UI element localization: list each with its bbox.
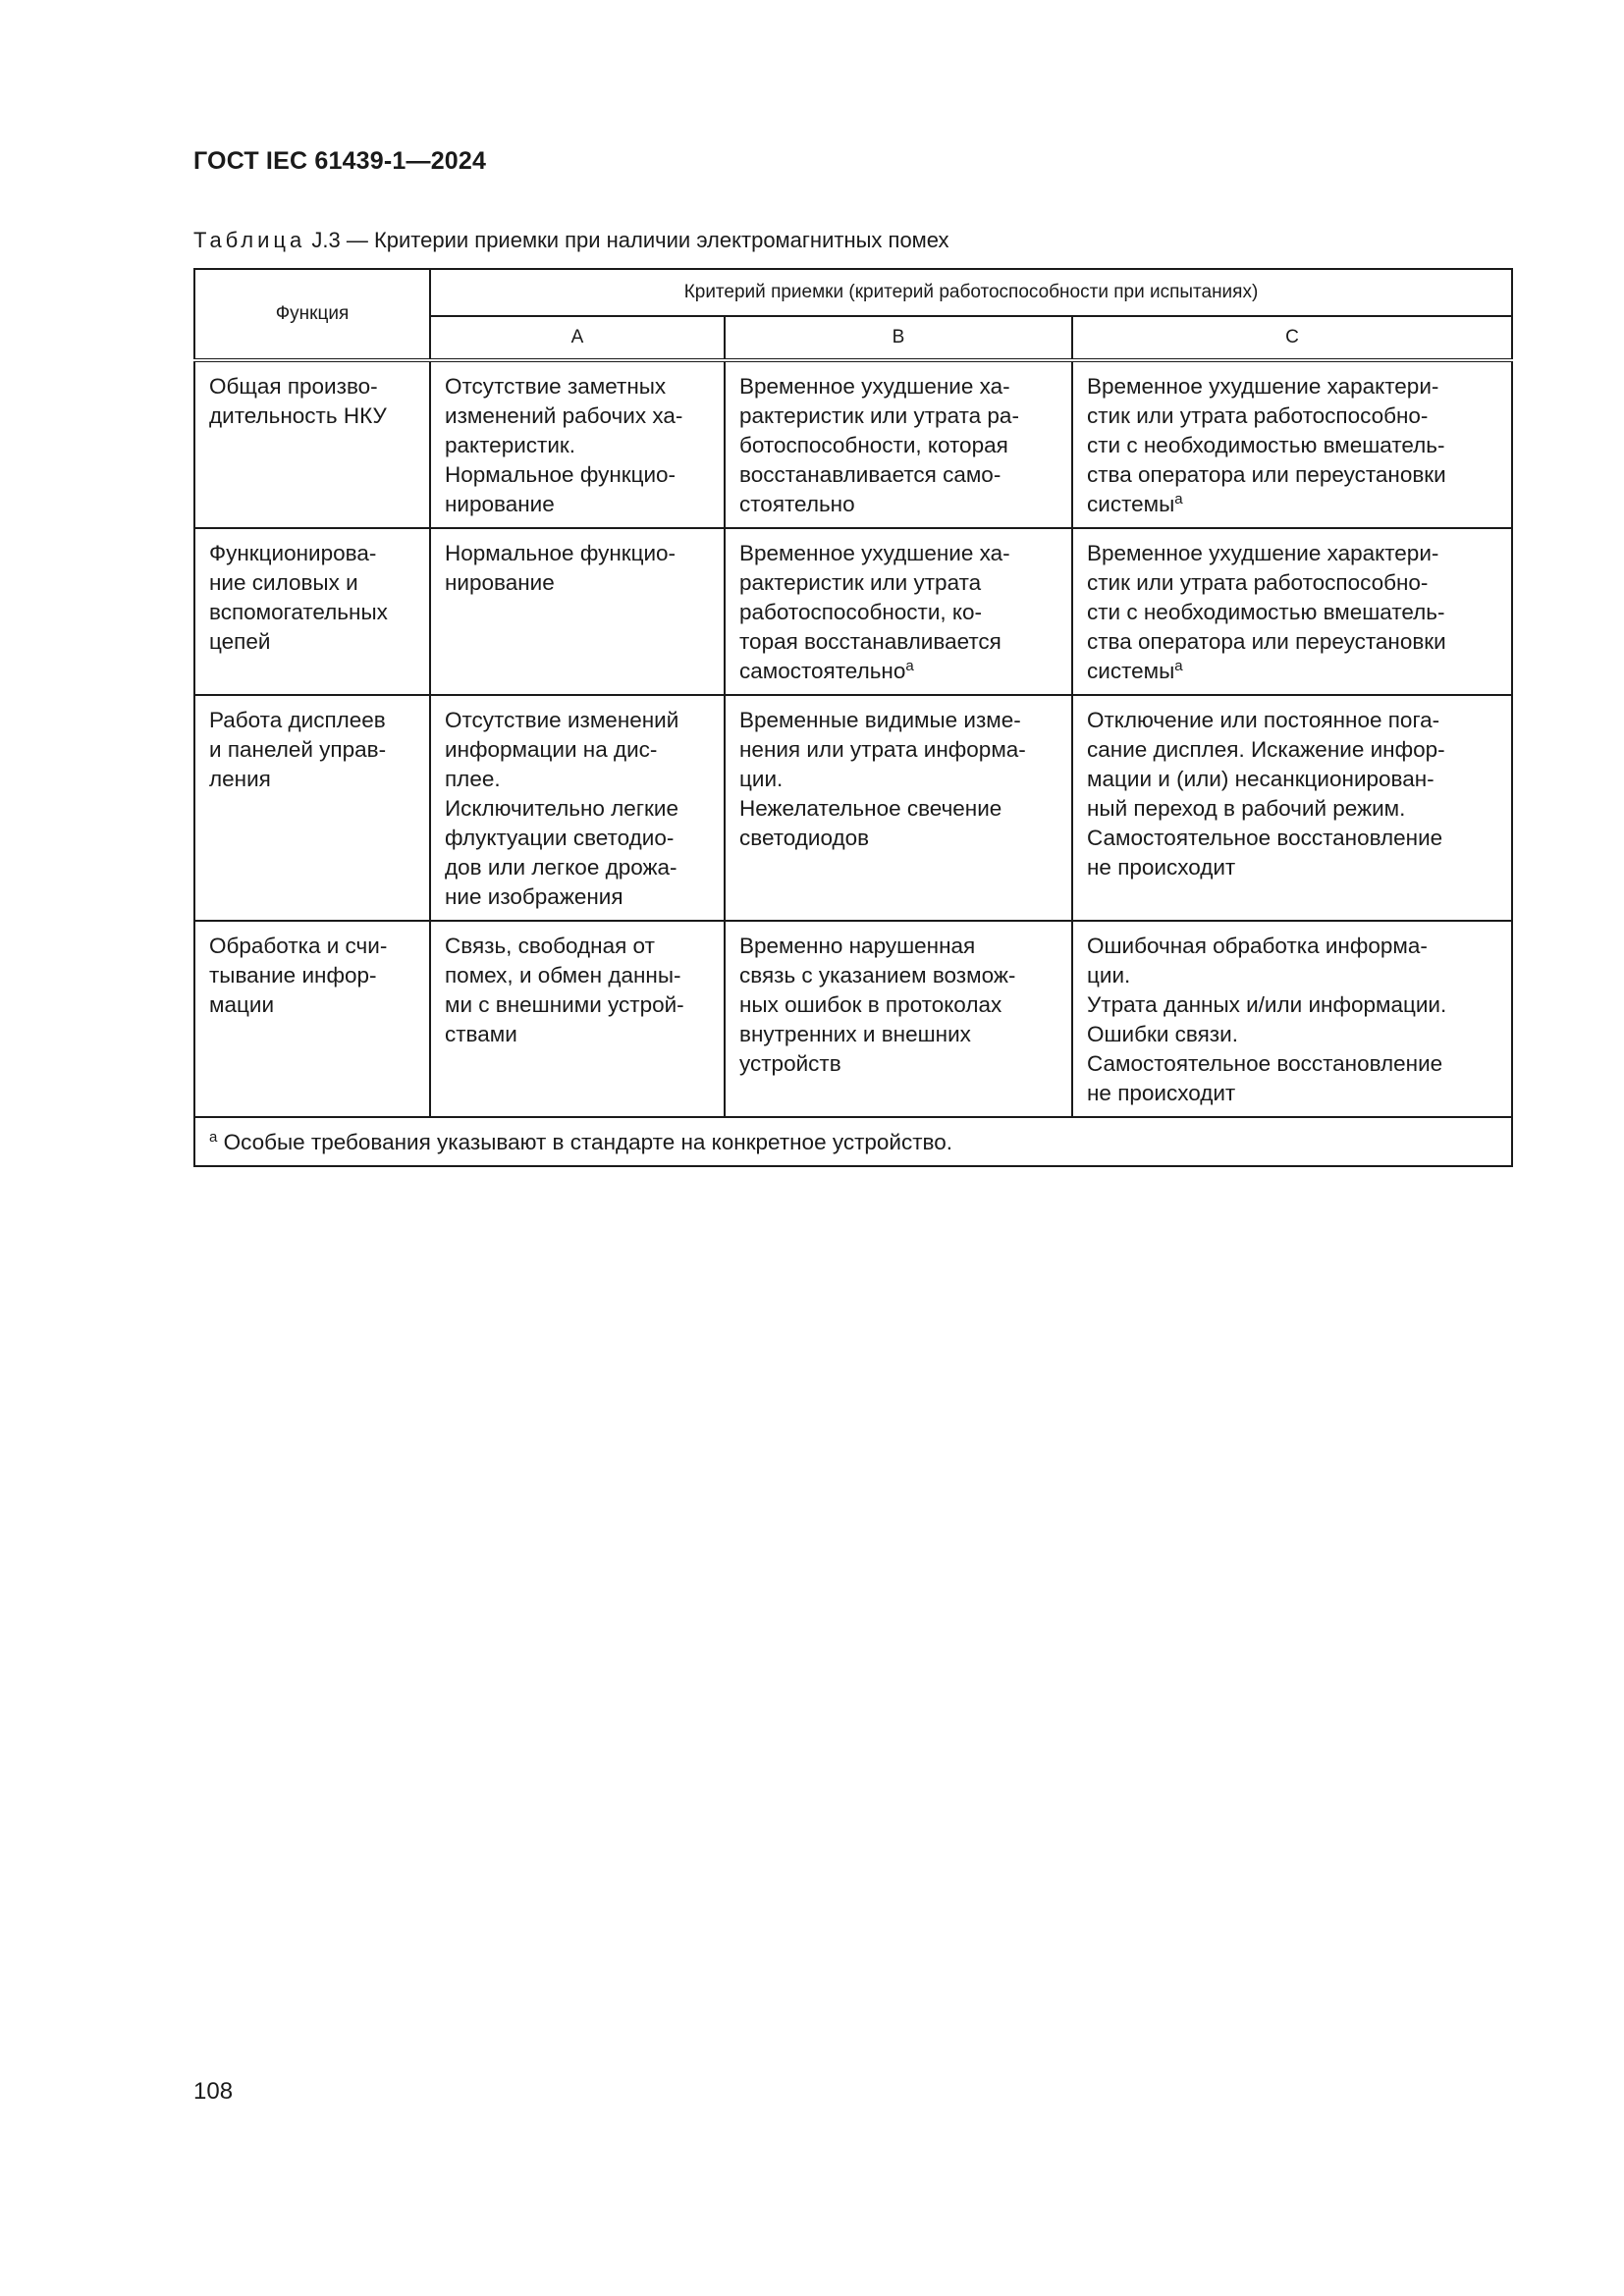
criterion-c-cell bbox=[1072, 921, 1512, 1117]
cell-line: дов или легкое дрожа- bbox=[445, 855, 677, 880]
cell-line: стик или утрата работоспособно- bbox=[1087, 403, 1429, 428]
cell-line: Отсутствие изменений bbox=[445, 708, 679, 732]
cell-line: мации bbox=[209, 992, 275, 1017]
function-cell bbox=[194, 528, 430, 695]
cell-line: плее. bbox=[445, 767, 501, 791]
cell-line: рактеристик или утрата ра- bbox=[739, 403, 1019, 428]
cell-line: ления bbox=[209, 767, 271, 791]
cell-line: Временное ухудшение ха- bbox=[739, 541, 1010, 565]
cell-line: ботоспособности, которая bbox=[739, 433, 1008, 457]
column-c-header: C bbox=[1072, 316, 1512, 360]
cell-line: Временное ухудшение характери- bbox=[1087, 541, 1439, 565]
criterion-a-cell bbox=[430, 921, 725, 1117]
cell-line: Нормальное функцио- bbox=[445, 541, 677, 565]
cell-line bbox=[1087, 490, 1497, 519]
function-cell bbox=[194, 360, 430, 528]
cell-line: Утрата данных и/или информации. bbox=[1087, 992, 1447, 1017]
cell-line: устройств bbox=[739, 1051, 841, 1076]
criterion-c-cell bbox=[1072, 695, 1512, 921]
footnote-reference: a bbox=[1174, 658, 1183, 674]
function-cell bbox=[194, 695, 430, 921]
cell-line: работоспособности, ко- bbox=[739, 600, 983, 624]
cell-line: Общая произво- bbox=[209, 374, 378, 399]
cell-line: цепей bbox=[209, 629, 271, 654]
cell-line bbox=[739, 657, 1057, 686]
cell-line: сание дисплея. Искажение инфор- bbox=[1087, 737, 1445, 762]
cell-line: светодиодов bbox=[739, 826, 870, 850]
cell-line: нирование bbox=[445, 492, 555, 516]
criterion-a-cell bbox=[430, 528, 725, 695]
criterion-c-cell bbox=[1072, 528, 1512, 695]
cell-line: Нормальное функцио- bbox=[445, 462, 677, 487]
cell-line: флуктуации светодио- bbox=[445, 826, 675, 850]
cell-line: ции. bbox=[739, 767, 784, 791]
cell-line-text: системы bbox=[1087, 659, 1175, 683]
document-header: ГОСТ IEC 61439-1—2024 bbox=[193, 147, 487, 175]
cell-line: Ошибки связи. bbox=[1087, 1022, 1238, 1046]
cell-line: вспомогательных bbox=[209, 600, 388, 624]
cell-line: Временные видимые изме- bbox=[739, 708, 1021, 732]
cell-line: Самостоятельное восстановление bbox=[1087, 826, 1443, 850]
cell-line: связь с указанием возмож- bbox=[739, 963, 1016, 988]
cell-line: Исключительно легкие bbox=[445, 796, 678, 821]
table-caption bbox=[193, 228, 949, 253]
cell-line: ства оператора или переустановки bbox=[1087, 462, 1446, 487]
cell-line: тывание инфор- bbox=[209, 963, 377, 988]
cell-line: сти с необходимостью вмешатель- bbox=[1087, 433, 1445, 457]
cell-line: и панелей управ- bbox=[209, 737, 387, 762]
column-a-header: A bbox=[430, 316, 725, 360]
cell-line-text: системы bbox=[1087, 492, 1175, 516]
cell-line: Отсутствие заметных bbox=[445, 374, 667, 399]
criterion-header: Критерий приемки (критерий работоспособности при испытаниях) bbox=[430, 269, 1512, 316]
footnote-mark: a bbox=[209, 1129, 218, 1146]
table-row bbox=[194, 528, 1512, 695]
cell-line: стик или утрата работоспособно- bbox=[1087, 570, 1429, 595]
table-caption-prefix: Таблица bbox=[193, 228, 306, 252]
cell-line: ства оператора или переустановки bbox=[1087, 629, 1446, 654]
footnote-text: Особые требования указывают в стандарте на конкретное устройство. bbox=[217, 1130, 952, 1154]
cell-line: не происходит bbox=[1087, 855, 1236, 880]
cell-line: Временное ухудшение ха- bbox=[739, 374, 1010, 399]
criterion-b-cell bbox=[725, 528, 1072, 695]
footnote-reference: a bbox=[1174, 491, 1183, 507]
function-header: Функция bbox=[194, 269, 430, 360]
cell-line: стоятельно bbox=[739, 492, 855, 516]
criterion-b-cell bbox=[725, 695, 1072, 921]
criterion-c-cell bbox=[1072, 360, 1512, 528]
cell-line: Работа дисплеев bbox=[209, 708, 386, 732]
cell-line: внутренних и внешних bbox=[739, 1022, 971, 1046]
cell-line: Отключение или постоянное пога- bbox=[1087, 708, 1440, 732]
column-b-header: B bbox=[725, 316, 1072, 360]
cell-line: дительность НКУ bbox=[209, 403, 387, 428]
table-row bbox=[194, 695, 1512, 921]
table-caption-text: J.3 — Критерии приемки при наличии электромагнитных помех bbox=[305, 228, 949, 252]
cell-line: Ошибочная обработка информа- bbox=[1087, 934, 1428, 958]
cell-line: Временное ухудшение характери- bbox=[1087, 374, 1439, 399]
cell-line: ние изображения bbox=[445, 884, 623, 909]
table-body bbox=[194, 360, 1512, 1117]
criterion-a-cell bbox=[430, 695, 725, 921]
cell-line: ствами bbox=[445, 1022, 517, 1046]
table-footnote bbox=[194, 1117, 1512, 1166]
cell-line: ных ошибок в протоколах bbox=[739, 992, 1002, 1017]
cell-line: Обработка и счи- bbox=[209, 934, 388, 958]
cell-line: Функционирова- bbox=[209, 541, 377, 565]
function-cell bbox=[194, 921, 430, 1117]
cell-line: Самостоятельное восстановление bbox=[1087, 1051, 1443, 1076]
cell-line: ный переход в рабочий режим. bbox=[1087, 796, 1406, 821]
criteria-table bbox=[193, 268, 1513, 1167]
page-number: 108 bbox=[193, 2078, 234, 2105]
cell-line: рактеристик или утрата bbox=[739, 570, 982, 595]
cell-line: Временно нарушенная bbox=[739, 934, 976, 958]
cell-line: ние силовых и bbox=[209, 570, 358, 595]
cell-line: Связь, свободная от bbox=[445, 934, 655, 958]
cell-line: помех, и обмен данны- bbox=[445, 963, 681, 988]
cell-line: Нежелательное свечение bbox=[739, 796, 1002, 821]
cell-line: восстанавливается само- bbox=[739, 462, 1001, 487]
criterion-a-cell bbox=[430, 360, 725, 528]
cell-line-text: самостоятельно bbox=[739, 659, 906, 683]
footnote-reference: a bbox=[905, 658, 914, 674]
cell-line: не происходит bbox=[1087, 1081, 1236, 1105]
cell-line: рактеристик. bbox=[445, 433, 575, 457]
criterion-b-cell bbox=[725, 360, 1072, 528]
cell-line: изменений рабочих ха- bbox=[445, 403, 683, 428]
cell-line bbox=[1087, 657, 1497, 686]
cell-line: информации на дис- bbox=[445, 737, 658, 762]
table-row bbox=[194, 921, 1512, 1117]
cell-line: нирование bbox=[445, 570, 555, 595]
cell-line: ции. bbox=[1087, 963, 1131, 988]
cell-line: нения или утрата информа- bbox=[739, 737, 1026, 762]
criterion-b-cell bbox=[725, 921, 1072, 1117]
cell-line: ми с внешними устрой- bbox=[445, 992, 684, 1017]
table-row bbox=[194, 360, 1512, 528]
cell-line: мации и (или) несанкционирован- bbox=[1087, 767, 1435, 791]
cell-line: торая восстанавливается bbox=[739, 629, 1001, 654]
cell-line: сти с необходимостью вмешатель- bbox=[1087, 600, 1445, 624]
